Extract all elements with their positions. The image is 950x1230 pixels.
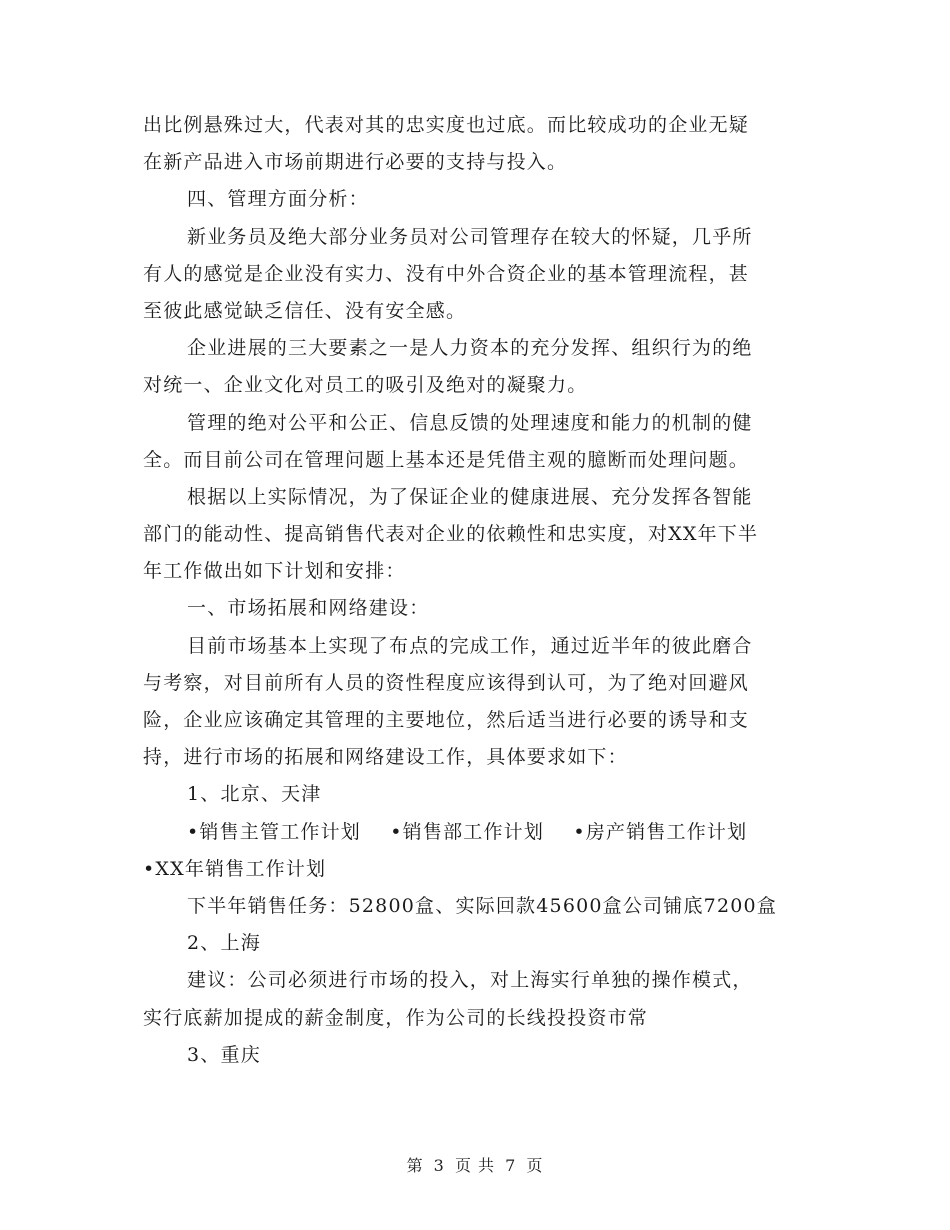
current-page-number: 3 xyxy=(433,1156,445,1175)
text-line: 管理的绝对公平和公正、信息反馈的处理速度和能力的机制的健 xyxy=(187,411,753,434)
text-line: 出比例悬殊过大，代表对其的忠实度也过底。而比较成功的企业无疑 xyxy=(143,114,750,136)
related-link[interactable]: •房产销售工作计划 xyxy=(573,820,748,843)
subsection-heading: 3、重庆 xyxy=(187,1043,261,1066)
footer-suffix: 页 xyxy=(526,1156,544,1175)
related-links-row xyxy=(143,814,808,851)
related-link[interactable]: •销售部工作计划 xyxy=(390,820,545,843)
text-line: 至彼此感觉缺乏信任、没有安全感。 xyxy=(143,299,467,322)
text-line: 在新产品进入市场前期进行必要的支持与投入。 xyxy=(143,151,568,174)
text-line: 部门的能动性、提高销售代表对企业的依赖性和忠实度，对XX年下半 xyxy=(143,523,759,546)
text-line: 实行底薪加提成的薪金制度，作为公司的长线投投资市常 xyxy=(143,1006,649,1029)
text-line: 对统一、企业文化对员工的吸引及绝对的凝聚力。 xyxy=(143,374,588,397)
total-page-count: 7 xyxy=(505,1156,517,1175)
text-line: 根据以上实际情况，为了保证企业的健康进展、充分发挥各智能 xyxy=(187,485,753,508)
section-heading: 一、市场拓展和网络建设： xyxy=(187,597,430,620)
page-footer xyxy=(0,1153,950,1176)
text-line: 有人的感觉是企业没有实力、没有中外合资企业的基本管理流程，甚 xyxy=(143,262,750,285)
related-link[interactable]: •XX年销售工作计划 xyxy=(143,857,327,880)
text-line: 全。而目前公司在管理问题上基本还是凭借主观的臆断而处理问题。 xyxy=(143,448,750,471)
text-line: 持，进行市场的拓展和网络建设工作，具体要求如下： xyxy=(143,746,628,769)
text-line: 与考察，对目前所有人员的资性程度应该得到认可，为了绝对回避风 xyxy=(143,671,750,694)
text-line: 年工作做出如下计划和安排： xyxy=(143,560,406,583)
footer-prefix: 第 xyxy=(406,1156,424,1175)
text-line: 目前市场基本上实现了布点的完成工作，通过近半年的彼此磨合 xyxy=(187,634,753,657)
section-heading: 四、管理方面分析： xyxy=(187,188,369,211)
footer-middle: 页 共 xyxy=(454,1156,496,1175)
text-line: 新业务员及绝大部分业务员对公司管理存在较大的怀疑，几乎所 xyxy=(187,225,753,248)
subsection-heading: 2、上海 xyxy=(187,932,261,955)
text-line: 险，企业应该确定其管理的主要地位，然后适当进行必要的诱导和支 xyxy=(143,709,750,731)
subsection-heading: 1、北京、天津 xyxy=(187,783,322,806)
text-line: 企业进展的三大要素之一是人力资本的充分发挥、组织行为的绝 xyxy=(187,337,753,360)
document-body xyxy=(143,107,808,1074)
text-line: 建议：公司必须进行市场的投入，对上海实行单独的操作模式， xyxy=(187,969,753,992)
related-link[interactable]: •销售主管工作计划 xyxy=(187,820,362,843)
text-line: 下半年销售任务：52800盒、实际回款45600盒公司铺底7200盒 xyxy=(187,894,778,917)
